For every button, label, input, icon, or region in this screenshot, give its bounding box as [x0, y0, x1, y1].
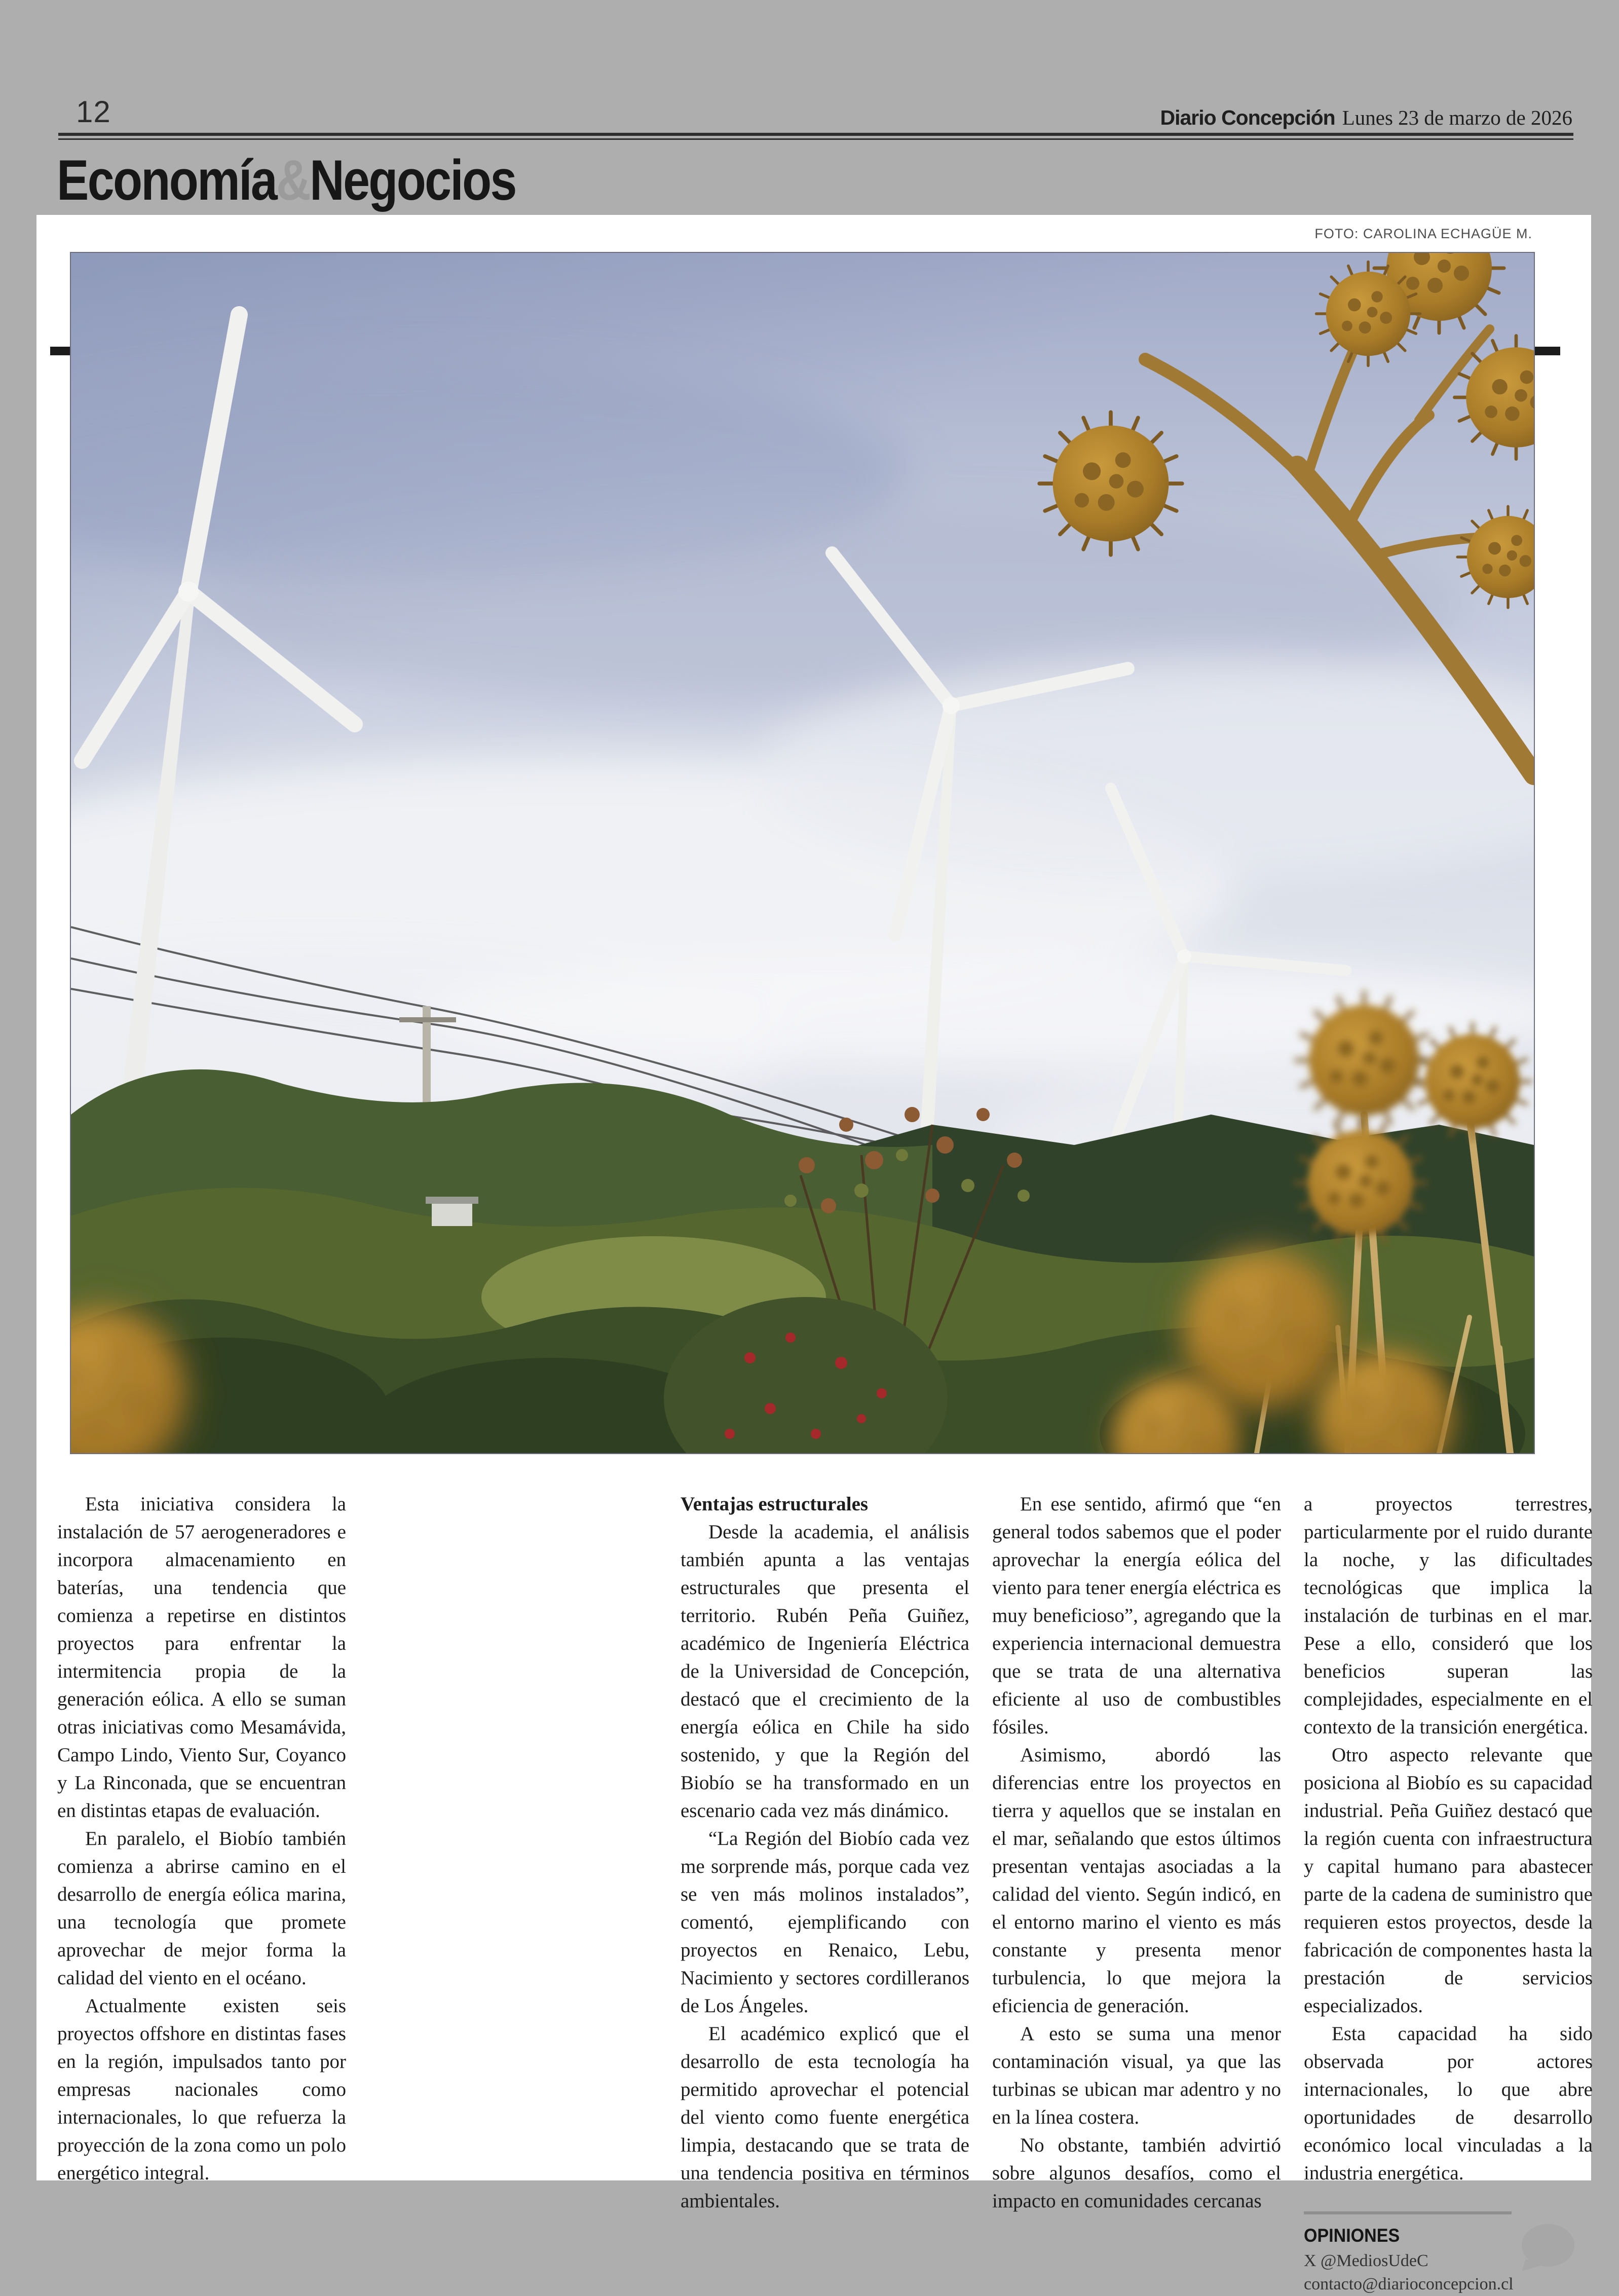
paragraph: Otro aspecto relevante que posiciona al Biobío es su capacidad industrial. Peña Guiñez destacó que la región cuenta con infraestructura y capital humano para abastecer parte de la cadena de suministro que requieren estos proyectos, desde la fabricación de componentes hasta la prestación de servicios especializados.: [1304, 1744, 1593, 2017]
paragraph: “La Región del Biobío cada vez me sorprende más, porque cada vez se ven más molinos instalados”, comentó, ejemplificando con proyectos en Renaico, Lebu, Nacimiento y sectores cordilleranos de Los Ángeles.: [681, 1828, 969, 2017]
opinions-email: contacto@diarioconcepcion.cl: [1304, 2275, 1514, 2293]
header-double-rule: [58, 133, 1573, 136]
page-number: 12: [76, 95, 111, 129]
article-column-2: [681, 1490, 969, 2296]
opinions-title: OPINIONES: [1304, 2225, 1400, 2246]
article-column-empty: [369, 1490, 658, 2296]
photo-credit: FOTO: CAROLINA ECHAGÜE M.: [1314, 226, 1532, 241]
masthead: [1160, 105, 1572, 130]
crop-mark-left: [50, 347, 71, 355]
section-title-part2: Negocios: [310, 148, 516, 212]
paragraph: A esto se suma una menor contaminación visual, ya que las turbinas se ubican mar adentro y no en la línea costera.: [992, 2023, 1281, 2128]
opinions-box: [1304, 2211, 1512, 2296]
paragraph: En ese sentido, afirmó que “en general todos sabemos que el poder aprovechar la energía eólica del viento para tener energía eléctrica es muy beneficioso”, agregando que la experiencia internacional demuestra que se trata de una alternativa eficiente al uso de combustibles fósiles.: [992, 1493, 1281, 1738]
article-column-3: [992, 1490, 1281, 2296]
paragraph: Esta iniciativa considera la instalación de 57 aerogeneradores e incorpora almacenamiento en baterías, una tendencia que comienza a repetirse en distintos proyectos para enfrentar la intermitencia propia de la generación eólica. A ello se suman otras iniciativas como Mesamávida, Campo Lindo, Viento Sur, Coyanco y La Rinconada, que se encuentran en distintas etapas de evaluación.: [57, 1493, 346, 1822]
paragraph: a proyectos terrestres, particularmente por el ruido durante la noche, y las dificultades tecnológicas que implica la instalación de turbinas en el mar. Pese a ello, consideró que los beneficios superan las complejidades, especialmente en el contexto de la transición energética.: [1304, 1493, 1593, 1738]
paragraph: No obstante, también advirtió sobre algunos desafíos, como el impacto en comunidades cercanas: [992, 2134, 1281, 2212]
section-title-ampersand: &: [276, 148, 310, 212]
paragraph: El académico explicó que el desarrollo de esta tecnología ha permitido aprovechar el potencial del viento como fuente energética limpia, destacando que se trata de una tendencia positiva en términos ambientales.: [681, 2023, 969, 2212]
paragraph: En paralelo, el Biobío también comienza a abrirse camino en el desarrollo de energía eólica marina, una tecnología que promete aprovechar de mejor forma la calidad del viento en el océano.: [57, 1828, 346, 1989]
crop-mark-right: [1534, 347, 1560, 355]
paragraph: Asimismo, abordó las diferencias entre los proyectos en tierra y aquellos que se instalan en el mar, señalando que estos últimos presentan ventajas asociadas a la calidad del viento. Según indicó, en el entorno marino el viento es más constante y presenta menor turbulencia, lo que mejora la eficiencia de generación.: [992, 1744, 1281, 2017]
section-title-part1: Economía: [57, 148, 277, 212]
wind-farm-photo: [70, 252, 1535, 1454]
section-title: [57, 147, 516, 213]
article-body: [57, 1490, 1593, 2296]
speech-bubble-icon: [1517, 2223, 1577, 2286]
paragraph: Actualmente existen seis proyectos offshore en distintas fases en la región, impulsados tanto por empresas nacionales como internacionales, lo que refuerza la proyección de la zona como un polo energético integral.: [57, 1995, 346, 2184]
content-panel: [36, 215, 1593, 2293]
article-subhead: Ventajas estructurales: [681, 1493, 869, 1515]
masthead-title: Diario Concepción: [1160, 106, 1335, 129]
opinions-x-handle: X @MediosUdeC: [1304, 2251, 1428, 2270]
paragraph: Desde la academia, el análisis también apunta a las ventajas estructurales que presenta el territorio. Rubén Peña Guiñez, académico de Ingeniería Eléctrica de la Universidad de Concepción, destacó que el crecimiento de la energía eólica en Chile ha sido sostenido, y que la Región del Biobío se ha transformado en un escenario cada vez más dinámico.: [681, 1521, 969, 1822]
masthead-date: Lunes 23 de marzo de 2026: [1342, 106, 1572, 129]
paragraph: Esta capacidad ha sido observada por actores internacionales, lo que abre oportunidades de desarrollo económico local vinculadas a la industria energética.: [1304, 2023, 1593, 2184]
article-column-4: [1304, 1490, 1593, 2296]
wind-farm-photo-art: [71, 253, 1534, 1453]
article-column-1: [57, 1490, 346, 2296]
